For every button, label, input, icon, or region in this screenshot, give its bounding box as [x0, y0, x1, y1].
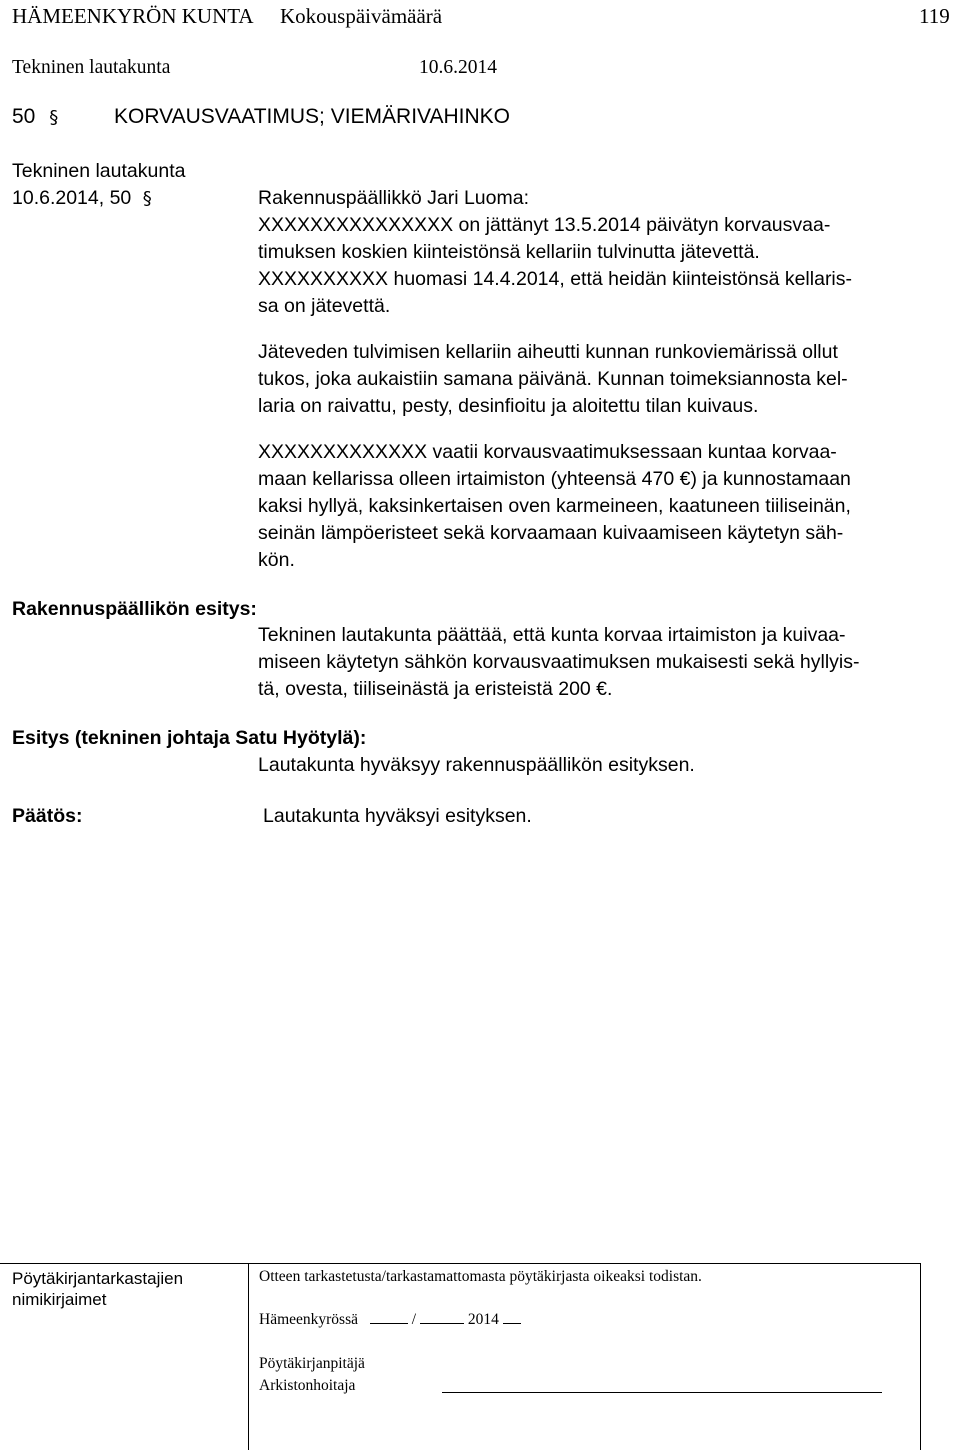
footer-slash: / — [411, 1311, 417, 1328]
footer-divider — [248, 1264, 249, 1450]
footer-role-secretary: Pöytäkirjanpitäjä — [259, 1355, 365, 1372]
paragraph-demand: XXXXXXXXXXXXX vaatii korvausvaatimuksessaan kuntaa korvaa- maan kellarissa olleen irtaimiston (yhteensä 470 €) ja kunnostamaan kaksi hyllyä, kaksinkertaisen oven karmeineen, kaatuneen tiiliseinän, seinän lämpöeristeet sekä korvaamaan kuivaamiseen käytetyn säh- kön. — [258, 441, 851, 571]
decision-label: Päätös: — [12, 805, 83, 827]
page-number: 119 — [919, 4, 950, 28]
decision-text: Lautakunta hyväksyi esityksen. — [263, 805, 532, 827]
prior-author: Rakennuspäällikkö Jari Luoma: — [258, 187, 529, 209]
year-suffix-blank — [503, 1309, 521, 1324]
document-type: Kokouspäivämäärä — [280, 4, 443, 28]
prior-section-sign: § — [142, 188, 152, 209]
day-blank — [370, 1309, 408, 1324]
proposal-text: Tekninen lautakunta päättää, että kunta korvaa irtaimiston ja kuivaa- miseen käytetyn sähkön korvausvaatimuksen mukaisesti sekä hyllyis- tä, ovesta, tiiliseinästä ja eristeistä 200 €. — [258, 624, 860, 700]
footer-place-date — [259, 1309, 521, 1329]
item-heading — [12, 104, 510, 131]
footer-role-archivist: Arkistonhoitaja — [259, 1377, 356, 1394]
prior-ref-date: 10.6.2014, 50 — [12, 187, 132, 209]
footer-certify: Otteen tarkastetusta/tarkastamattomasta pöytäkirjasta oikeaksi todistan. — [259, 1268, 702, 1285]
footer-roles — [259, 1353, 365, 1397]
paragraph-cause: Jäteveden tulvimisen kellariin aiheutti kunnan runkoviemärissä ollut tukos, joka aukaistiin samana päivänä. Kunnan toimeksiannosta kel- laria on raivattu, pesty, desinfioitu ja aloitettu tilan kuivaus. — [258, 341, 848, 417]
section-sign: § — [49, 107, 59, 128]
footer-year: 2014 — [467, 1311, 499, 1328]
meeting-date: 10.6.2014 — [419, 57, 497, 78]
item-number: 50 — [12, 105, 36, 128]
proposal-label: Rakennuspäällikön esitys: — [12, 598, 257, 620]
signature-line — [442, 1392, 882, 1393]
footer-box — [0, 1263, 921, 1450]
month-blank — [420, 1309, 464, 1324]
item-title: KORVAUSVAATIMUS; VIEMÄRIVAHINKO — [114, 105, 511, 128]
prior-reference — [12, 185, 152, 212]
prior-board: Tekninen lautakunta — [12, 160, 186, 182]
footer-place: Hämeenkyrössä — [259, 1311, 358, 1328]
board-name: Tekninen lautakunta — [12, 57, 171, 78]
director-proposal-text: Lautakunta hyväksyy rakennuspäällikön esityksen. — [258, 754, 695, 776]
director-proposal-label: Esitys (tekninen johtaja Satu Hyötylä): — [12, 727, 367, 749]
paragraph-claim: XXXXXXXXXXXXXXX on jättänyt 13.5.2014 päivätyn korvausvaa- timuksen koskien kiinteistönsä kellariin tulvinutta jätevettä. XXXXXXXXXX huomasi 14.4.2014, että heidän kiinteistönsä kellaris- sa on jätevettä. — [258, 214, 853, 317]
footer-initials-label: Pöytäkirjantarkastajien nimikirjaimet — [12, 1269, 184, 1309]
municipality-name: HÄMEENKYRÖN KUNTA — [12, 4, 254, 28]
